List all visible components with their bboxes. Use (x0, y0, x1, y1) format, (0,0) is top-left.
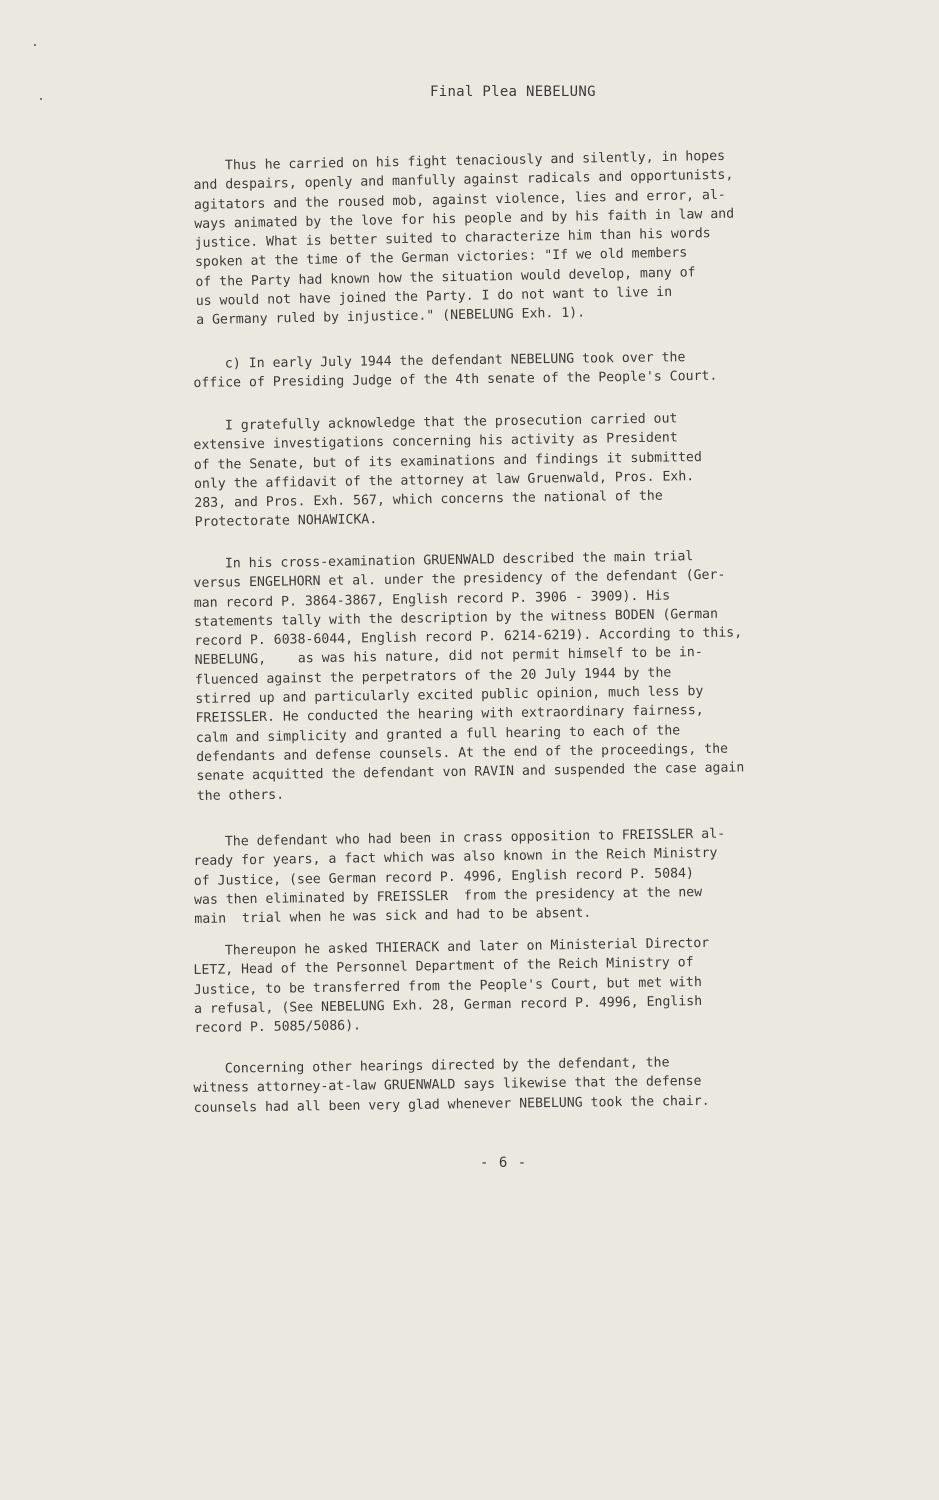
text-line: justice. What is better suited to characterize him than his words (194, 226, 711, 252)
text-line: Thereupon he asked THIERACK and later on Ministerial Director (193, 935, 710, 959)
text-line: a Germany ruled by injustice." (NEBELUNG Exh. 1). (196, 305, 586, 329)
text-line: ways animated by the love for his people and by his faith in law and (194, 206, 735, 232)
text-line: 283, and Pros. Exh. 567, which concerns the national of the (194, 488, 663, 512)
text-line: statements tally with the description by the witness BODEN (German (193, 606, 719, 630)
text-line: record P. 5085/5086). (194, 1018, 362, 1037)
text-line: versus ENGELHORN et al. under the presidency of the defendant (Ger- (193, 567, 726, 592)
text-line: calm and simplicity and granted a full hearing to each of the (195, 723, 681, 746)
margin-mark (34, 44, 36, 46)
text-line: man record P. 3864-3867, English record P. 3906 - 3909). His (193, 588, 671, 611)
text-line: of the Party had known how the situation would develop, many of (195, 265, 696, 290)
paragraph-3 (193, 407, 855, 533)
paragraph-2 (193, 346, 853, 394)
margin-mark (40, 98, 42, 100)
text-line: of Justice, (see German record P. 4996, English record P. 5084) (193, 865, 695, 889)
text-line: spoken at the time of the German victories: "If we old members (194, 246, 688, 271)
text-line: of the Senate, but of its examinations and findings it submitted (193, 449, 702, 473)
paragraph-5 (193, 823, 854, 930)
text-line: was then eliminated by FREISSLER from the presidency at the new (193, 884, 703, 908)
text-line: main trial when he was sick and had to be absent. (194, 905, 592, 928)
text-line: NEBELUNG, as was his nature, did not permit himself to be in- (194, 645, 703, 669)
text-line: In his cross-examination GRUENWALD described the main trial (193, 549, 694, 572)
text-line: The defendant who had been in crass opposition to FREISSLER al- (193, 826, 726, 850)
paragraph-1 (193, 144, 856, 330)
text-line: office of Presiding Judge of the 4th senate of the People's Court. (193, 368, 718, 392)
page-title: Final Plea NEBELUNG (430, 84, 596, 100)
text-line: witness attorney-at-law GRUENWALD says likewise that the defense (193, 1074, 702, 1097)
paragraph-4 (193, 545, 857, 806)
text-line: fluenced against the perpetrators of the 20 July 1944 by the (194, 665, 672, 688)
text-line: Protectorate NOHAWICKA. (194, 512, 378, 531)
text-line: c) In early July 1944 the defendant NEBELUNG took over the (193, 350, 686, 372)
text-line: senate acquitted the defendant von RAVIN and suspended the case again (196, 760, 745, 785)
text-line: defendants and defense counsels. At the end of the proceedings, the (196, 741, 729, 765)
text-line: ready for years, a fact which was also known in the Reich Ministry (193, 846, 718, 870)
text-line: agitators and the roused mob, against violence, lies and error, al- (193, 187, 726, 213)
text-line: us would not have joined the Party. I do not want to live in (195, 284, 673, 310)
text-line: a refusal, (See NEBELUNG Exh. 28, German record P. 4996, English (193, 993, 703, 1017)
text-line: extensive investigations concerning his activity as President (193, 430, 678, 454)
text-line: record P. 6038-6044, English record P. 6214-6219). According to this, (194, 625, 743, 650)
paragraph-7 (193, 1051, 854, 1118)
text-line: only the affidavit of the attorney at law Gruenwald, Pros. Exh. (193, 469, 695, 492)
paragraph-6 (193, 932, 854, 1039)
text-line: Justice, to be transferred from the People's Court, but met with (193, 974, 702, 998)
text-line: Thus he carried on his fight tenaciously and silently, in hopes (193, 148, 726, 174)
text-line: counsels had all been very glad whenever NEBELUNG took the chair. (193, 1093, 710, 1116)
text-line: and despairs, openly and manfully against radicals and opportunists, (193, 167, 734, 194)
text-line: stirred up and particularly excited public opinion, much less by (195, 684, 704, 708)
text-line: I gratefully acknowledge that the prosecution carried out (193, 411, 678, 434)
text-line: FREISSLER. He conducted the hearing with extraordinary fairness, (195, 703, 704, 727)
text-line: LETZ, Head of the Personnel Department of the Reich Ministry of (193, 955, 694, 979)
text-line: the others. (196, 787, 285, 804)
page-number: - 6 - (480, 1155, 528, 1171)
text-line: Concerning other hearings directed by the defendant, the (193, 1055, 670, 1077)
